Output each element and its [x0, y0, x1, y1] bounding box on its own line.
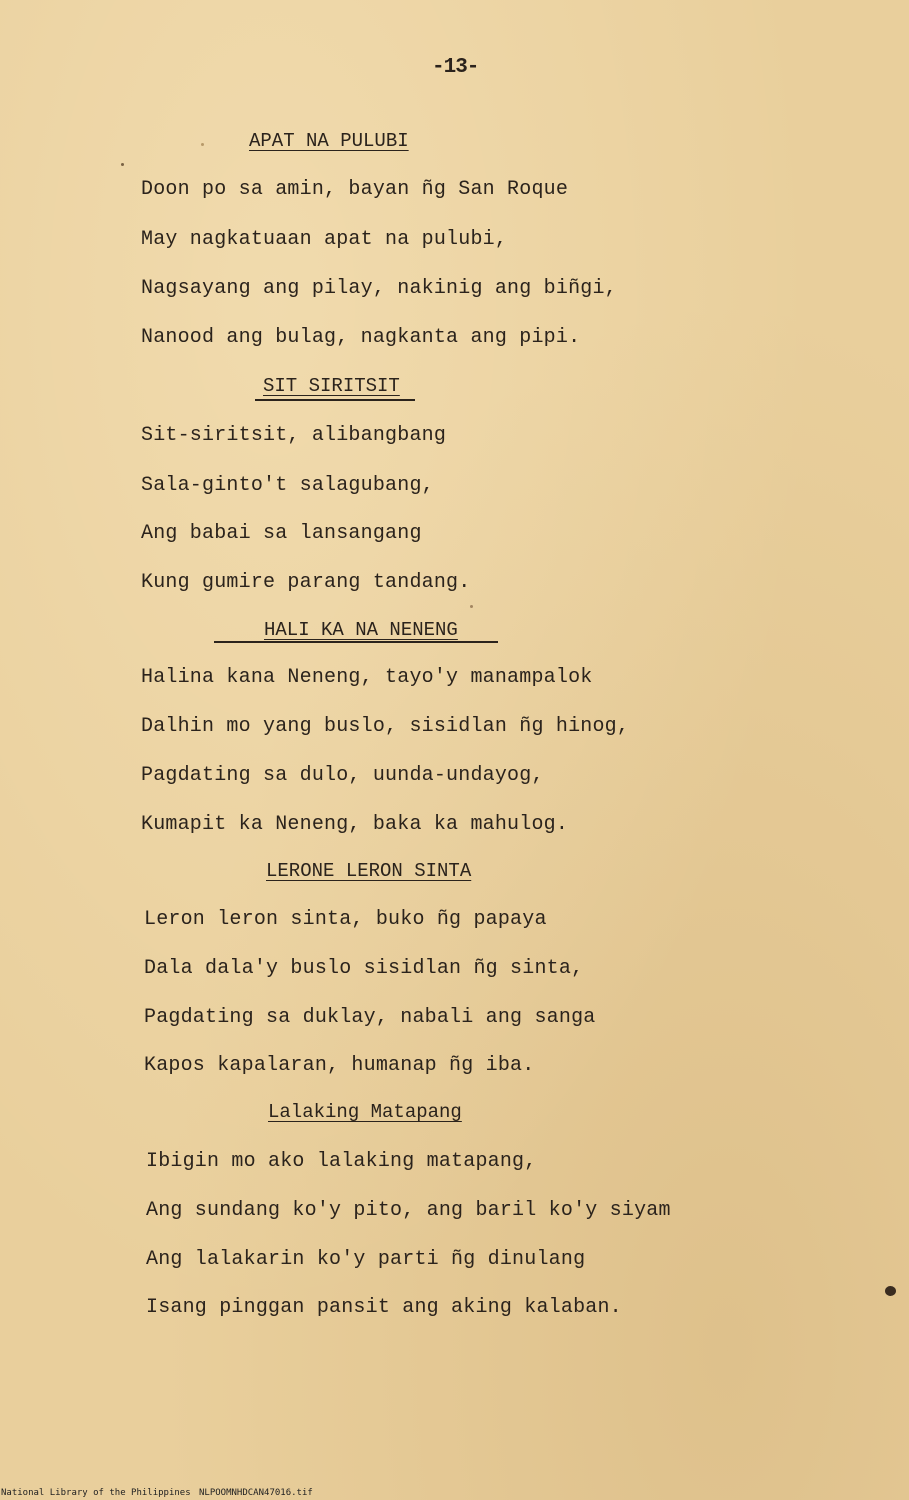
verse-line: Pagdating sa duklay, nabali ang sanga [144, 1006, 596, 1029]
verse-line: Dala dala'y buslo sisidlan ñg sinta, [144, 957, 584, 980]
song-title: SIT SIRITSIT [263, 375, 400, 397]
footer-filename: NLPOOMNHDCAN47016.tif [199, 1488, 313, 1498]
verse-line: Isang pinggan pansit ang aking kalaban. [146, 1296, 622, 1319]
song-title: HALI KA NA NENENG [264, 619, 458, 641]
verse-line: Ibigin mo ako lalaking matapang, [146, 1150, 537, 1173]
ink-speck [885, 1286, 896, 1296]
verse-line: Ang sundang ko'y pito, ang baril ko'y siyam [146, 1199, 671, 1222]
song-title: APAT NA PULUBI [249, 130, 409, 152]
song-title: Lalaking Matapang [268, 1101, 462, 1123]
verse-line: May nagkatuaan apat na pulubi, [141, 228, 508, 251]
verse-line: Leron leron sinta, buko ñg papaya [144, 908, 547, 931]
title-rule [255, 399, 415, 401]
verse-line: Sala-ginto't salagubang, [141, 474, 434, 497]
paper-speck [121, 163, 124, 166]
verse-line: Kung gumire parang tandang. [141, 571, 471, 594]
verse-line: Dalhin mo yang buslo, sisidlan ñg hinog, [141, 715, 630, 738]
verse-line: Kumapit ka Neneng, baka ka mahulog. [141, 813, 569, 836]
paper-speck [201, 143, 204, 146]
verse-line: Doon po sa amin, bayan ñg San Roque [141, 178, 569, 201]
verse-line: Nanood ang bulag, nagkanta ang pipi. [141, 326, 581, 349]
verse-line: Sit-siritsit, alibangbang [141, 424, 447, 447]
verse-line: Ang lalakarin ko'y parti ñg dinulang [146, 1248, 586, 1271]
verse-line: Ang babai sa lansangang [141, 522, 422, 545]
verse-line: Kapos kapalaran, humanap ñg iba. [144, 1054, 535, 1077]
page-number: -13- [432, 56, 479, 79]
song-title: LERONE LERON SINTA [266, 860, 472, 882]
paper-speck [470, 605, 473, 608]
verse-line: Nagsayang ang pilay, nakinig ang biñgi, [141, 277, 617, 300]
title-rule [214, 641, 498, 643]
footer-library: National Library of the Philippines [1, 1488, 191, 1498]
verse-line: Pagdating sa dulo, uunda-undayog, [141, 764, 544, 787]
verse-line: Halina kana Neneng, tayo'y manampalok [141, 666, 593, 689]
